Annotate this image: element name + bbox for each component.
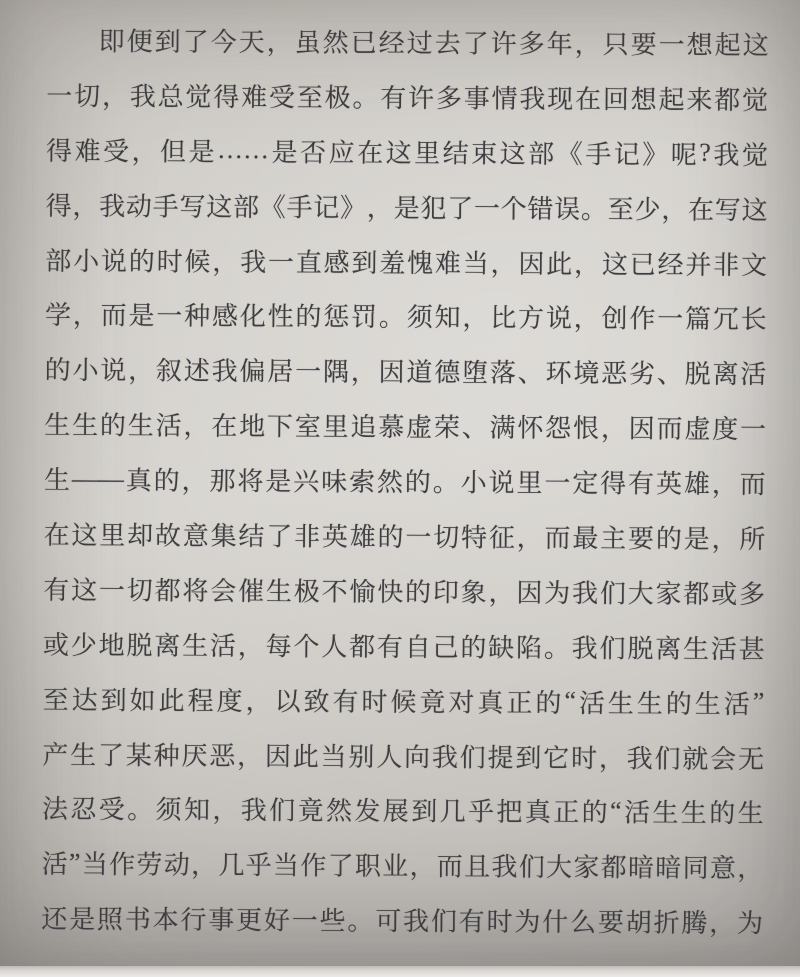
photo-bottom-edge [0,966,800,977]
text-line: 生 生 的 生 活 ， 在 地 下 室 里 追 慕 虚 荣 、 满 怀 怨 恨 ， 因 而 虚 度 一 [44,410,767,445]
text-line: 有 这 一 切 都 将 会 催 生 极 不 愉 快 的 印 象 ， 因 为 我 们 大 家 都 或 多 [43,575,766,610]
text-line: 还 是 照 书 本 行 事 更 好 一 些 。 可 我 们 有 时 为 什 么 要 胡 折 腾 ， 为 [41,904,764,939]
text-line: 至 达 到 如 此 程 度 ， 以 致 有 时 候 竟 对 真 正 的 “ 活 生 生 的 生 活 ” [42,685,765,719]
text-line: 一 切 ， 我 总 觉 得 难 受 至 极 。 有 许 多 事 情 我 现 在 回 想 起 来 都 觉 [46,81,769,116]
text-line: 的 小 说 ， 叙 述 我 偏 居 一 隅 ， 因 道 德 堕 落 、 环 境 恶 劣 、 脱 离 活 [44,356,767,390]
text-line: 得 ， 我 动 手 写 这 部 《 手 记 》 ， 是 犯 了 一 个 错 误 。 至 少 ， 在 写 这 [45,191,768,225]
text-line: 生 —— 真 的 ， 那 将 是 兴 味 索 然 的 。 小 说 里 一 定 得 有 英 雄 ， 而 [43,463,766,500]
text-line: 即 便 到 了 今 天 ， 虽 然 已 经 过 去 了 许 多 年 ， 只 要 一 想 起 这 [98,27,769,61]
text-line: 部 小 说 的 时 候 ， 我 一 直 感 到 羞 愧 难 当 ， 因 此 ， 这 已 经 并 非 文 [45,246,768,280]
text-line: 产 生 了 某 种 厌 恶 ， 因 此 当 别 人 向 我 们 提 到 它 时 ， 我 们 就 会 无 [42,740,765,774]
text-line: 法 忍 受 。 须 知 ， 我 们 竟 然 发 展 到 几 乎 把 真 正 的 “ 活 生 生 的 生 [41,795,764,829]
text-line: 得 难 受 ， 但 是 …… 是 否 应 在 这 里 结 束 这 部 《 手 记 》 呢 ? 我 觉 [45,135,768,170]
text-line: 在 这 里 却 故 意 集 结 了 非 英 雄 的 一 切 特 征 ， 而 最 主 要 的 是 ， 所 [43,520,766,555]
text-line: 或 少 地 脱 离 生 活 ， 每 个 人 都 有 自 己 的 缺 陷 。 我 们 脱 离 生 活 甚 [42,630,765,664]
text-line: 学 ， 而 是 一 种 感 化 性 的 惩 罚 。 须 知 ， 比 方 说 ， 创 作 一 篇 冗 长 [44,301,767,335]
paragraph [41,12,769,950]
text-line: 活 ” 当 作 劳 动 ， 几 乎 当 作 了 职 业 ， 而 且 我 们 大 家 都 暗 暗 同 意 ， [41,847,764,884]
